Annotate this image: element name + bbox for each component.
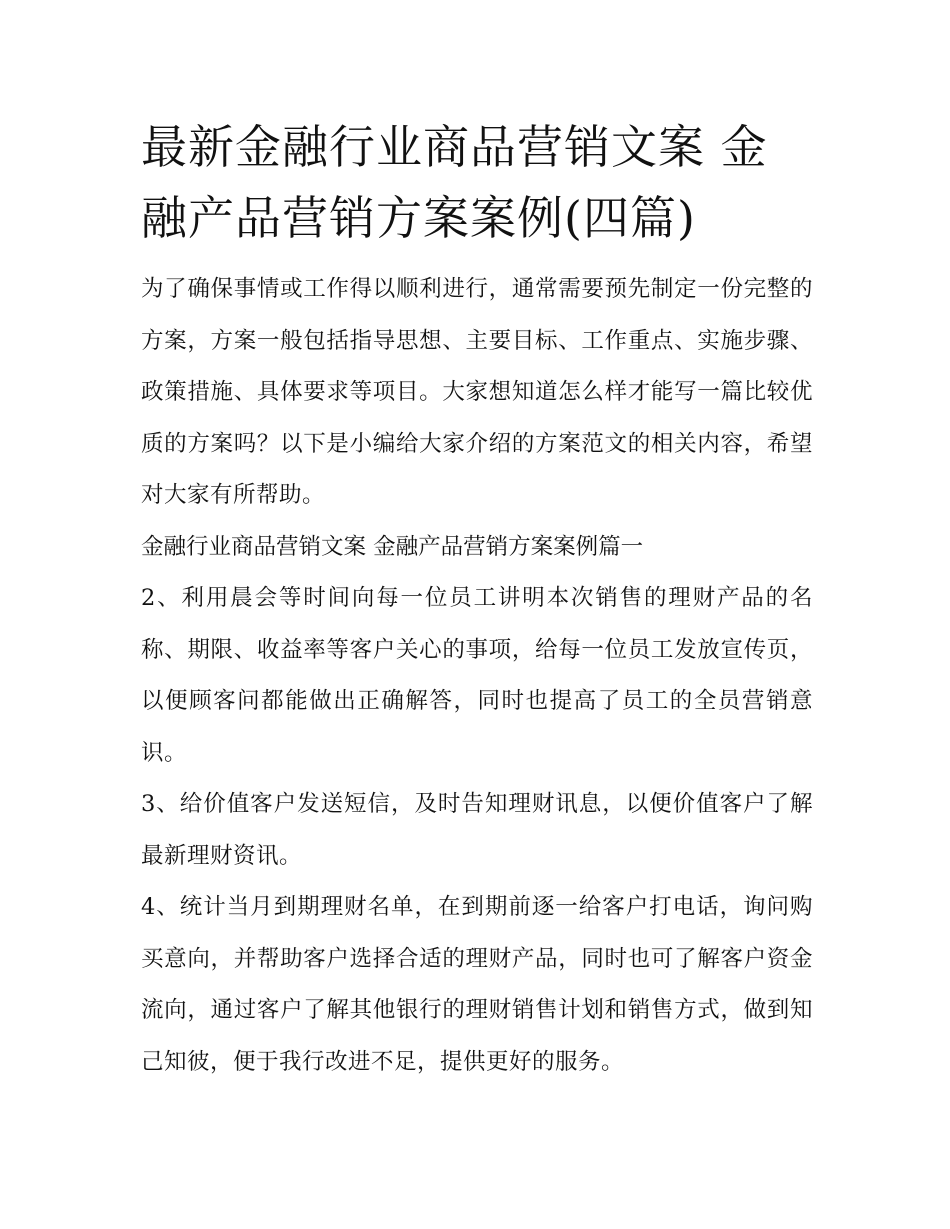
- document-page: [141, 112, 813, 1088]
- intro-paragraph: 为了确保事情或工作得以顺利进行，通常需要预先制定一份完整的方案，方案一般包括指导思想、主要目标、工作重点、实施步骤、政策措施、具体要求等项目。大家想知道怎么样才能写一篇比较优质的方案吗？以下是小编给大家介绍的方案范文的相关内容，希望对大家有所帮助。: [141, 276, 813, 508]
- list-item: 4、统计当月到期理财名单，在到期前逐一给客户打电话，询问购买意向，并帮助客户选择合适的理财产品，同时也可了解客户资金流向，通过客户了解其他银行的理财销售计划和销售方式，做到知己知彼，便于我行改进不足，提供更好的服务。: [141, 894, 813, 1075]
- list-item: 2、利用晨会等时间向每一位员工讲明本次销售的理财产品的名称、期限、收益率等客户关心的事项，给每一位员工发放宣传页，以便顾客问都能做出正确解答，同时也提高了员工的全员营销意识。: [141, 585, 813, 766]
- section-heading: 金融行业商品营销文案 金融产品营销方案案例篇一: [141, 533, 644, 560]
- document-title: 最新金融行业商品营销文案 金融产品营销方案案例(四篇): [141, 120, 768, 245]
- list-item: 3、给价值客户发送短信，及时告知理财讯息，以便价值客户了解最新理财资讯。: [141, 791, 813, 869]
